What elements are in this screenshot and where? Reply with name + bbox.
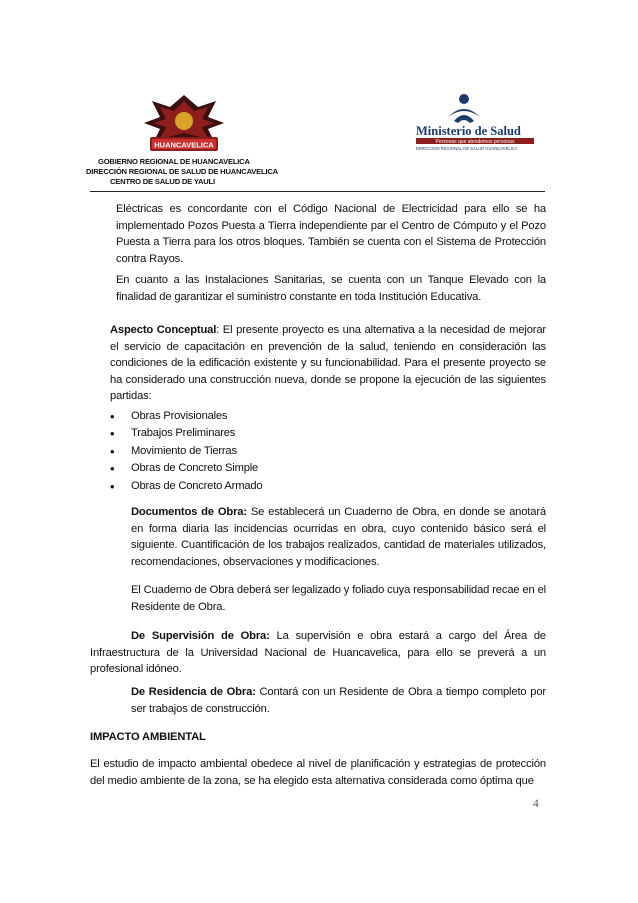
list-item: • Trabajos Preliminares xyxy=(110,425,262,442)
huancavelica-crest-icon xyxy=(138,93,230,157)
org-line-direccion: DIRECCIÓN REGIONAL DE SALUD DE HUANCAVELICA xyxy=(86,167,278,176)
documentos-text: Se establecerá un Cuaderno de Obra, en donde se anotará en forma diaria las incidencias ocurridas en obra, cuyo contenido básico será el siguiente. Cuantificación de los trabajos realizados, cantidad de materiales utilizados, recomendaciones, observaciones y modificaciones. xyxy=(131,506,546,568)
org-line-centro: CENTRO DE SALUD DE YAULI xyxy=(110,177,215,186)
supervision-text: La supervisión e obra estará a cargo del Área de Infraestructura de la Universidad Nacional de Huancavelica, para ello se preverá a un profesional idóneo. xyxy=(90,630,546,676)
crest-banner-text: HUANCAVELICA xyxy=(154,140,214,150)
paragraph-sanitarias: En cuanto a las Instalaciones Sanitarias, se cuenta con un Tanque Elevado con la finalidad de garantizar el suministro constante en toda Institución Educativa. xyxy=(116,274,546,303)
residencia-text: Contará con un Residente de Obra a tiempo completo por ser trabajos de construcción. xyxy=(131,686,546,715)
partidas-list xyxy=(110,408,262,495)
paragraph-aspecto-conceptual xyxy=(110,322,546,405)
supervision-label: De Supervisión de Obra: xyxy=(131,630,270,642)
list-item: • Obras Provisionales xyxy=(110,408,262,425)
paragraph-supervision xyxy=(90,628,546,678)
documentos-label: Documentos de Obra: xyxy=(131,506,247,518)
paragraph-cuaderno: El Cuaderno de Obra deberá ser legalizado y foliado cuya responsabilidad recae en el Residente de Obra. xyxy=(131,584,546,613)
paragraph-impacto: El estudio de impacto ambiental obedece al nivel de planificación y estrategias de protección del medio ambiente de la zona, se ha elegido esta alternativa considerada como óptima que xyxy=(90,758,546,787)
ministerio-title: Ministerio de Salud xyxy=(416,124,521,138)
ministerio-tagline: Personas que atendemos personas xyxy=(435,139,515,145)
aspecto-conceptual-label: Aspecto Conceptual xyxy=(110,324,217,336)
list-item: • Obras de Concreto Simple xyxy=(110,460,262,477)
ministerio-subtitle: DIRECCION REGIONAL DE SALUD HUANCAVELICA xyxy=(416,146,518,151)
residencia-label: De Residencia de Obra: xyxy=(131,686,256,698)
org-line-gobierno: GOBIERNO REGIONAL DE HUANCAVELICA xyxy=(98,157,250,166)
paragraph-documentos-obra xyxy=(131,504,546,570)
list-item: • Obras de Concreto Armado xyxy=(110,478,262,495)
section-title-impacto: IMPACTO AMBIENTAL xyxy=(90,731,206,743)
organization-header xyxy=(86,157,286,187)
list-item: • Movimiento de Tierras xyxy=(110,443,262,460)
paragraph-electricas: Eléctricas es concordante con el Código Nacional de Electricidad para ello se ha implementado Pozos Puesta a Tierra independiente par el Centro de Cómputo y el Pozo Puesta a Tierra para los otros bloques. También se cuenta con el Sistema de Protección contra Rayos. xyxy=(116,203,546,265)
aspecto-conceptual-text: : El presente proyecto es una alternativa a la necesidad de mejorar el servicio de capacitación en prevención de la salud, teniendo en consideración las condiciones de la edificación existente y su funcionabilidad. Para el presente proyecto se ha considerado una construcción nueva, donde se propone la ejecución de las siguientes partidas: xyxy=(110,324,546,403)
header-divider xyxy=(90,191,545,192)
page-number: 4 xyxy=(533,798,539,810)
ministerio-salud-logo-icon xyxy=(412,93,538,153)
paragraph-residencia xyxy=(131,684,546,717)
